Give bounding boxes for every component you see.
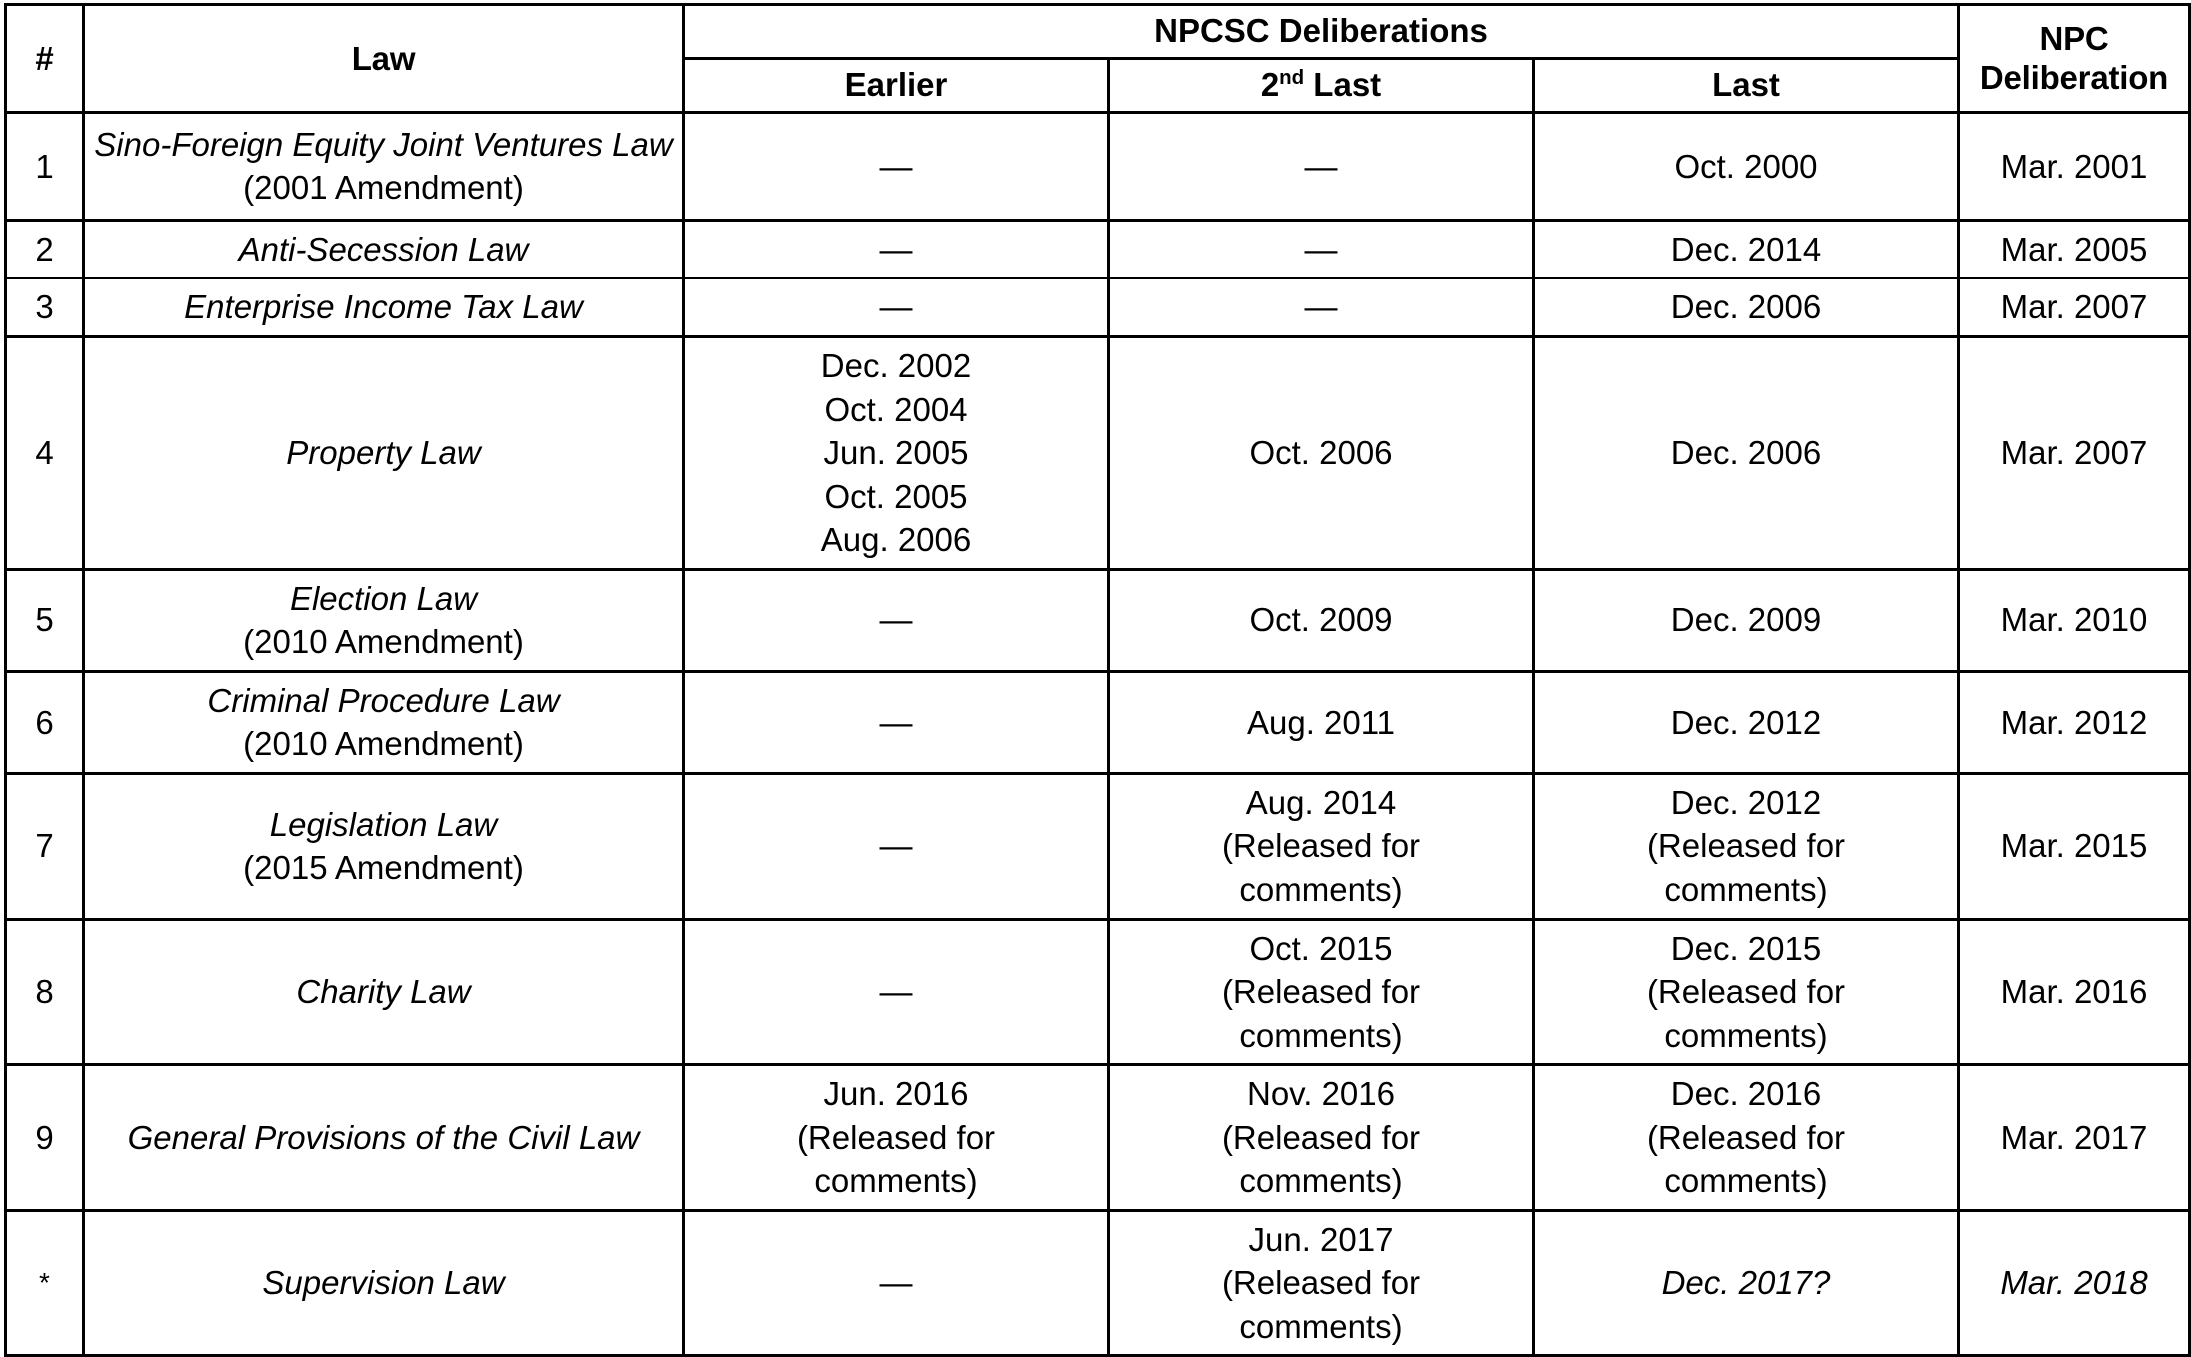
law-cell <box>84 773 684 919</box>
last-deliberation-cell <box>1534 278 1959 336</box>
last-deliberation-cell <box>1534 336 1959 569</box>
law-cell <box>84 919 684 1065</box>
earlier-deliberation-cell <box>684 1065 1109 1211</box>
deliberation-date: Aug. 2006 <box>820 521 972 559</box>
second-last-deliberation-cell <box>1109 1210 1534 1356</box>
page-root <box>0 3 2190 1345</box>
second-last-deliberation-cell <box>1109 1065 1534 1211</box>
deliberation-date: Mar. 2017 <box>2000 1118 2148 1156</box>
second-last-deliberation-cell <box>1109 278 1534 336</box>
column-header-second-last <box>1109 58 1534 112</box>
table-row <box>6 278 2190 336</box>
law-name: Anti-Secession Law <box>238 230 529 268</box>
dash-placeholder: — <box>879 1264 913 1302</box>
dash-placeholder: — <box>879 827 913 865</box>
law-cell <box>84 220 684 278</box>
column-header-last: Last <box>1534 58 1959 112</box>
earlier-deliberation-cell <box>684 1210 1109 1356</box>
deliberation-date: Dec. 2012 <box>1670 783 1822 821</box>
deliberation-date: Oct. 2006 <box>1249 434 1393 472</box>
last-deliberation-cell <box>1534 569 1959 671</box>
deliberation-date: Aug. 2011 <box>1246 703 1396 741</box>
earlier-deliberation-cell <box>684 773 1109 919</box>
row-number: 5 <box>6 569 84 671</box>
deliberation-date: Mar. 2005 <box>2000 230 2148 268</box>
law-name: Sino-Foreign Equity Joint Ventures Law <box>94 125 673 163</box>
npc-deliberation-cell <box>1959 1065 2190 1211</box>
npc-deliberation-cell <box>1959 773 2190 919</box>
deliberation-date: (Released for <box>796 1118 996 1156</box>
table-row <box>6 220 2190 278</box>
last-deliberation-cell <box>1534 112 1959 220</box>
law-amendment-note: (2001 Amendment) <box>243 169 524 207</box>
deliberation-date: Jun. 2017 <box>1248 1220 1394 1258</box>
table-row <box>6 336 2190 569</box>
earlier-deliberation-cell <box>684 112 1109 220</box>
deliberation-date: Mar. 2001 <box>2000 147 2148 185</box>
deliberation-date: Oct. 2005 <box>824 477 968 515</box>
last-deliberation-cell <box>1534 220 1959 278</box>
deliberation-date: (Released for <box>1221 1264 1421 1302</box>
deliberation-date: (Released for <box>1646 1118 1846 1156</box>
dash-placeholder: — <box>879 973 913 1011</box>
npc-deliberation-cell <box>1959 278 2190 336</box>
column-header-group-npcsc-deliberations: NPCSC Deliberations <box>684 5 1959 59</box>
deliberation-date: Mar. 2016 <box>2000 973 2148 1011</box>
last-deliberation-cell <box>1534 919 1959 1065</box>
column-header-law: Law <box>84 5 684 113</box>
law-cell <box>84 569 684 671</box>
dash-placeholder: — <box>1304 230 1338 268</box>
second-last-deliberation-cell <box>1109 336 1534 569</box>
second-last-word: Last <box>1304 65 1382 103</box>
deliberation-date: Mar. 2010 <box>2000 601 2148 639</box>
npc-deliberation-cell <box>1959 220 2190 278</box>
npc-header-line2: Deliberation <box>1979 59 2169 97</box>
last-deliberation-cell <box>1534 773 1959 919</box>
npc-header-line1: NPC <box>2039 19 2109 57</box>
npc-deliberation-cell <box>1959 569 2190 671</box>
table-row <box>6 919 2190 1065</box>
earlier-deliberation-cell <box>684 336 1109 569</box>
row-number: 6 <box>6 671 84 773</box>
deliberation-date: Jun. 2016 <box>823 1075 969 1113</box>
law-name: General Provisions of the Civil Law <box>127 1118 640 1156</box>
npc-deliberation-cell <box>1959 919 2190 1065</box>
table-row <box>6 773 2190 919</box>
column-header-earlier: Earlier <box>684 58 1109 112</box>
deliberation-date: Mar. 2007 <box>2000 288 2148 326</box>
header-row-top <box>6 5 2190 59</box>
row-number: 1 <box>6 112 84 220</box>
npc-deliberation-cell <box>1959 112 2190 220</box>
dash-placeholder: — <box>879 601 913 639</box>
second-last-deliberation-cell <box>1109 112 1534 220</box>
law-cell <box>84 671 684 773</box>
table-row <box>6 1210 2190 1356</box>
deliberation-date: Oct. 2000 <box>1674 147 1818 185</box>
dash-placeholder: — <box>879 703 913 741</box>
column-header-npc-deliberation <box>1959 5 2190 113</box>
table-row <box>6 1065 2190 1211</box>
law-amendment-note: (2010 Amendment) <box>243 725 524 763</box>
table-row <box>6 569 2190 671</box>
law-name: Criminal Procedure Law <box>207 681 560 719</box>
earlier-deliberation-cell <box>684 919 1109 1065</box>
dash-placeholder: — <box>1304 147 1338 185</box>
row-number: * <box>6 1210 84 1356</box>
second-last-deliberation-cell <box>1109 919 1534 1065</box>
npc-deliberation-cell <box>1959 671 2190 773</box>
last-deliberation-cell <box>1534 671 1959 773</box>
second-last-deliberation-cell <box>1109 671 1534 773</box>
deliberation-date: Nov. 2016 <box>1247 1075 1395 1113</box>
npc-deliberation-cell <box>1959 1210 2190 1356</box>
deliberation-date: comments) <box>1239 1016 1403 1054</box>
deliberation-date: Mar. 2018 <box>2000 1264 2148 1302</box>
deliberation-date: Jun. 2005 <box>823 434 969 472</box>
law-name: Legislation Law <box>269 805 498 843</box>
second-last-deliberation-cell <box>1109 569 1534 671</box>
table-body <box>6 112 2190 1356</box>
row-number: 8 <box>6 919 84 1065</box>
table-row <box>6 112 2190 220</box>
deliberation-date: Dec. 2006 <box>1670 288 1822 326</box>
deliberation-date: Dec. 2014 <box>1670 230 1822 268</box>
deliberation-date: comments) <box>1664 1162 1828 1200</box>
deliberation-date: comments) <box>1664 1016 1828 1054</box>
deliberation-date: (Released for <box>1646 973 1846 1011</box>
deliberation-date: Dec. 2017? <box>1661 1264 1831 1302</box>
deliberation-date: Oct. 2015 <box>1249 929 1393 967</box>
deliberation-date: comments) <box>814 1162 978 1200</box>
deliberation-date: Mar. 2015 <box>2000 827 2148 865</box>
deliberation-date: (Released for <box>1221 827 1421 865</box>
ordinal-suffix-icon: nd <box>1279 65 1305 89</box>
deliberation-date: Mar. 2007 <box>2000 434 2148 472</box>
deliberation-date: Dec. 2009 <box>1670 601 1822 639</box>
second-last-deliberation-cell <box>1109 773 1534 919</box>
row-number: 9 <box>6 1065 84 1211</box>
law-amendment-note: (2010 Amendment) <box>243 623 524 661</box>
deliberation-date: Dec. 2012 <box>1670 703 1822 741</box>
row-number: 2 <box>6 220 84 278</box>
dash-placeholder: — <box>879 288 913 326</box>
deliberation-date: Oct. 2004 <box>824 390 968 428</box>
deliberation-date: Mar. 2012 <box>2000 703 2148 741</box>
earlier-deliberation-cell <box>684 278 1109 336</box>
deliberation-date: Oct. 2009 <box>1249 601 1393 639</box>
last-deliberation-cell <box>1534 1065 1959 1211</box>
deliberation-date: Aug. 2014 <box>1245 783 1397 821</box>
deliberation-date: Dec. 2006 <box>1670 434 1822 472</box>
last-deliberation-cell <box>1534 1210 1959 1356</box>
row-number: 7 <box>6 773 84 919</box>
law-amendment-note: (2015 Amendment) <box>243 849 524 887</box>
law-cell <box>84 1210 684 1356</box>
deliberation-date: (Released for <box>1221 973 1421 1011</box>
law-name: Charity Law <box>296 973 471 1011</box>
earlier-deliberation-cell <box>684 569 1109 671</box>
second-last-number: 2 <box>1260 65 1280 103</box>
row-number: 3 <box>6 278 84 336</box>
table-header <box>6 5 2190 113</box>
earlier-deliberation-cell <box>684 220 1109 278</box>
deliberation-date: comments) <box>1239 1307 1403 1345</box>
dash-placeholder: — <box>1304 288 1338 326</box>
deliberation-date: (Released for <box>1221 1118 1421 1156</box>
table-row <box>6 671 2190 773</box>
earlier-deliberation-cell <box>684 671 1109 773</box>
dash-placeholder: — <box>879 230 913 268</box>
deliberation-date: (Released for <box>1646 827 1846 865</box>
npcsc-deliberations-table <box>4 3 2191 1357</box>
column-header-number: # <box>6 5 84 113</box>
law-cell <box>84 1065 684 1211</box>
dash-placeholder: — <box>879 147 913 185</box>
law-cell <box>84 336 684 569</box>
law-name: Property Law <box>286 434 481 472</box>
deliberation-date: comments) <box>1664 870 1828 908</box>
deliberation-date: Dec. 2015 <box>1670 929 1822 967</box>
second-last-deliberation-cell <box>1109 220 1534 278</box>
deliberation-date: comments) <box>1239 1162 1403 1200</box>
row-number: 4 <box>6 336 84 569</box>
law-name: Enterprise Income Tax Law <box>184 288 583 326</box>
law-cell <box>84 278 684 336</box>
law-name: Supervision Law <box>262 1264 505 1302</box>
deliberation-date: Dec. 2002 <box>820 346 972 384</box>
law-name: Election Law <box>289 579 478 617</box>
deliberation-date: comments) <box>1239 870 1403 908</box>
npc-deliberation-cell <box>1959 336 2190 569</box>
law-cell <box>84 112 684 220</box>
deliberation-date: Dec. 2016 <box>1670 1075 1822 1113</box>
